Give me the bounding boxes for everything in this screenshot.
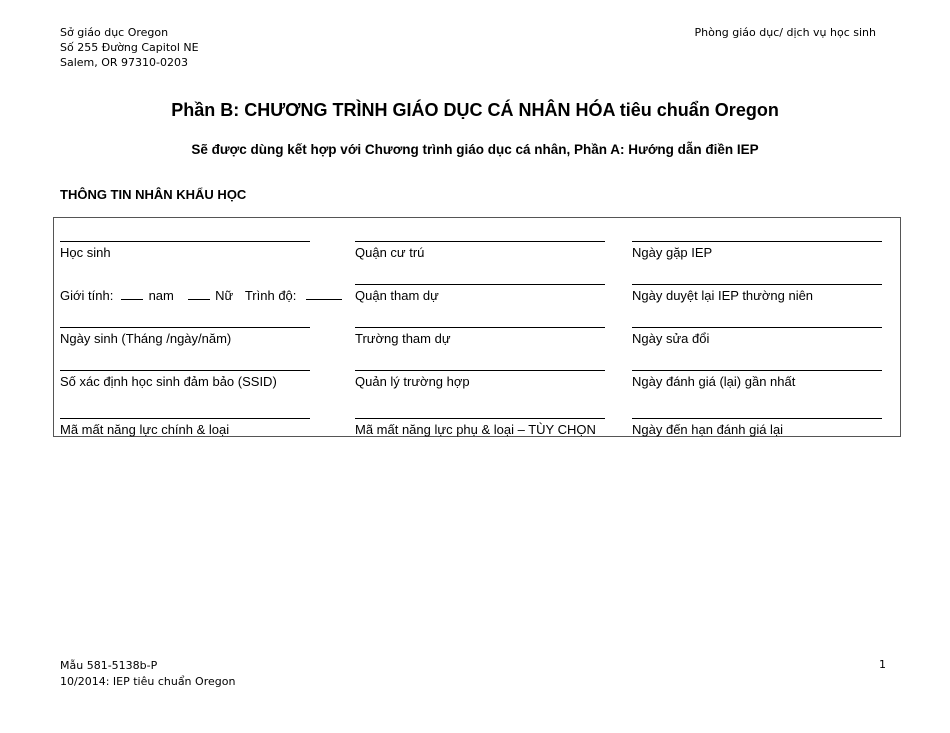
agency-address (60, 25, 199, 70)
dob-field[interactable] (60, 327, 310, 346)
grade-blank[interactable] (306, 288, 342, 300)
annual-review-date-line (632, 284, 882, 285)
agency-street: Số 255 Đường Capitol NE (60, 41, 199, 54)
page-subtitle: Sẽ được dùng kết hợp với Chương trình giáo dục cá nhân, Phần A: Hướng dẫn điền IEP (191, 142, 759, 157)
attending-district-field[interactable] (355, 284, 605, 303)
dob-line (60, 327, 310, 328)
department-name: Phòng giáo dục/ dịch vụ học sinh (694, 26, 876, 39)
secondary-disability-line (355, 418, 605, 419)
attending-school-field[interactable] (355, 327, 605, 346)
iep-meeting-date-line (632, 241, 882, 242)
attending-school-line (355, 327, 605, 328)
ssid-line (60, 370, 310, 371)
reevaluation-due-date-line (632, 418, 882, 419)
dob-label: Ngày sinh (Tháng /ngày/năm) (60, 331, 232, 346)
case-manager-label: Quản lý trường hợp (355, 374, 470, 389)
secondary-disability-field[interactable] (355, 418, 605, 437)
reevaluation-due-date-label: Ngày đến hạn đánh giá lại (632, 422, 784, 437)
attending-district-label: Quận tham dự (355, 288, 439, 303)
iep-meeting-date-label: Ngày gặp IEP (632, 245, 713, 260)
ssid-label: Số xác định học sinh đảm bảo (SSID) (60, 374, 277, 389)
female-label: Nữ (215, 288, 234, 303)
male-label: nam (148, 288, 174, 303)
iep-meeting-date-field[interactable] (632, 241, 882, 260)
last-evaluation-date-field[interactable] (632, 370, 882, 389)
last-evaluation-date-line (632, 370, 882, 371)
primary-disability-field[interactable] (60, 418, 310, 437)
agency-name: Sở giáo dục Oregon (60, 26, 169, 39)
student-label: Học sinh (60, 245, 111, 260)
amendment-date-line (632, 327, 882, 328)
attending-district-line (355, 284, 605, 285)
male-blank[interactable] (121, 288, 143, 300)
form-date: 10/2014: IEP tiêu chuẩn Oregon (60, 675, 236, 688)
form-number: Mẫu 581-5138b-P (60, 659, 158, 672)
gender-grade-row (60, 288, 342, 303)
case-manager-line (355, 370, 605, 371)
primary-disability-line (60, 418, 310, 419)
gender-label: Giới tính: (60, 288, 114, 303)
page-number: 1 (879, 658, 886, 671)
resident-district-line (355, 241, 605, 242)
secondary-disability-label: Mã mất năng lực phụ & loại – TÙY CHỌN (355, 422, 596, 437)
section-heading: THÔNG TIN NHÂN KHẨU HỌC (60, 187, 247, 202)
female-blank[interactable] (188, 288, 210, 300)
student-line (60, 241, 310, 242)
annual-review-date-field[interactable] (632, 284, 882, 303)
reevaluation-due-date-field[interactable] (632, 418, 882, 437)
page-title: Phần B: CHƯƠNG TRÌNH GIÁO DỤC CÁ NHÂN HÓA tiêu chuẩn Oregon (171, 100, 779, 120)
primary-disability-label: Mã mất năng lực chính & loại (60, 422, 230, 437)
form-footer (60, 658, 235, 690)
agency-city: Salem, OR 97310-0203 (60, 56, 189, 69)
last-evaluation-date-label: Ngày đánh giá (lại) gần nhất (632, 374, 796, 389)
annual-review-date-label: Ngày duyệt lại IEP thường niên (632, 288, 814, 303)
grade-label: Trình độ: (244, 288, 297, 303)
student-field[interactable] (60, 241, 310, 260)
amendment-date-field[interactable] (632, 327, 882, 346)
resident-district-field[interactable] (355, 241, 605, 260)
amendment-date-label: Ngày sửa đổi (632, 331, 710, 346)
ssid-field[interactable] (60, 370, 310, 389)
case-manager-field[interactable] (355, 370, 605, 389)
resident-district-label: Quận cư trú (355, 245, 425, 260)
attending-school-label: Trường tham dự (355, 331, 451, 346)
